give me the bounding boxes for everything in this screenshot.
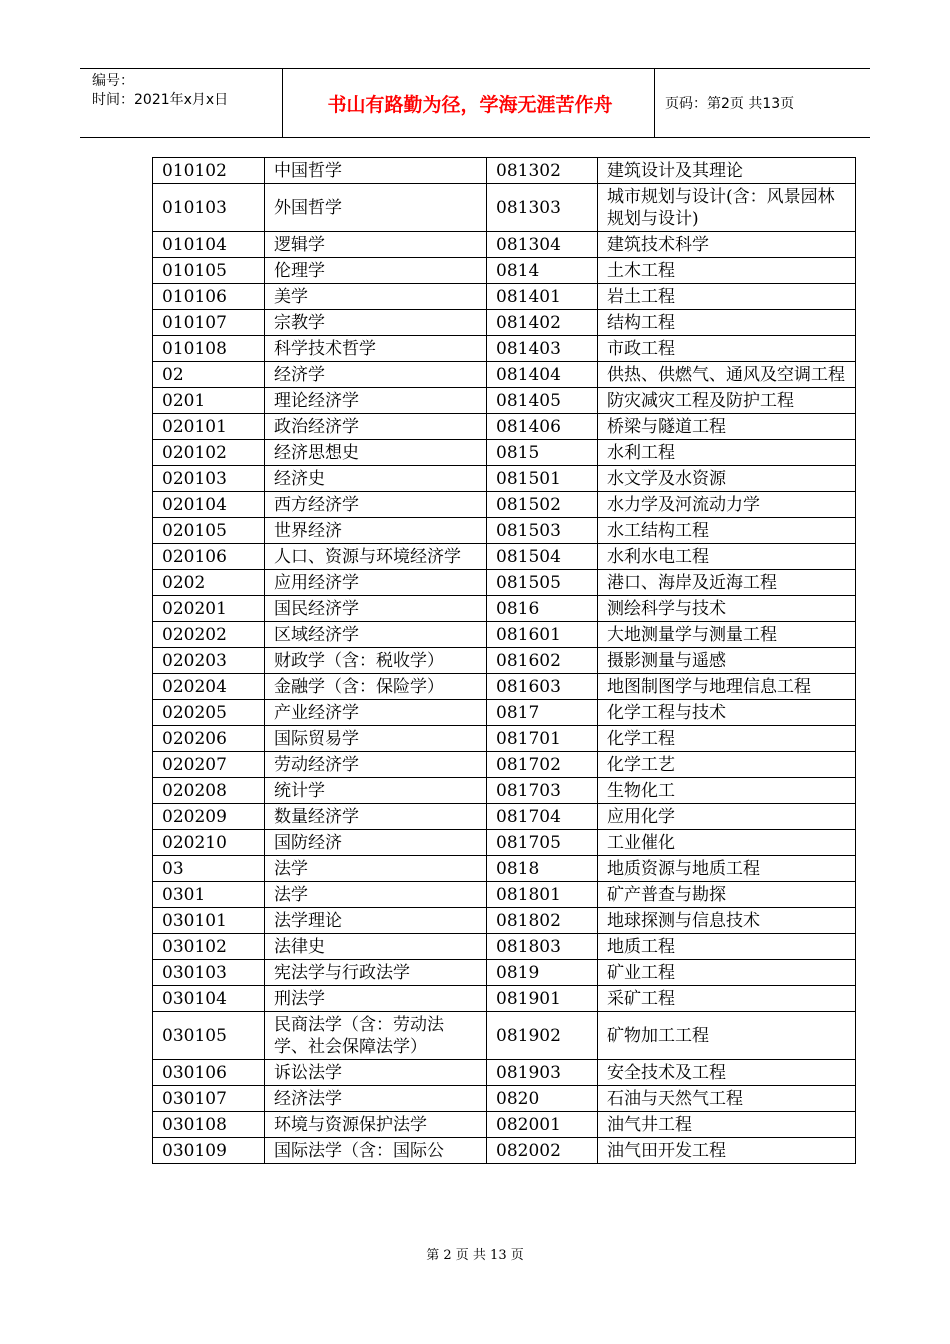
code-cell: 020206 [153,726,265,752]
header-motto: 书山有路勤为径，学海无涯苦作舟 [327,94,613,116]
name-cell: 桥梁与隧道工程 [598,414,856,440]
name-cell: 应用经济学 [265,570,487,596]
code-cell: 082001 [487,1112,598,1138]
name-cell: 民商法学（含：劳动法学、社会保障法学） [265,1012,487,1060]
code-cell: 081405 [487,388,598,414]
name-cell: 财政学（含：税收学） [265,648,487,674]
code-cell: 020209 [153,804,265,830]
table-row [153,674,856,700]
code-cell: 0301 [153,882,265,908]
name-cell: 测绘科学与技术 [598,596,856,622]
table-row [153,1086,856,1112]
code-cell: 020204 [153,674,265,700]
name-cell: 逻辑学 [265,232,487,258]
name-cell: 世界经济 [265,518,487,544]
name-cell: 金融学（含：保险学） [265,674,487,700]
name-cell: 法学理论 [265,908,487,934]
name-cell: 法学 [265,882,487,908]
code-cell: 0817 [487,700,598,726]
header-meta [92,72,228,110]
name-cell: 人口、资源与环境经济学 [265,544,487,570]
name-cell: 劳动经济学 [265,752,487,778]
name-cell: 国防经济 [265,830,487,856]
name-cell: 安全技术及工程 [598,1060,856,1086]
code-cell: 081505 [487,570,598,596]
name-cell: 港口、海岸及近海工程 [598,570,856,596]
code-cell: 081803 [487,934,598,960]
name-cell: 水利工程 [598,440,856,466]
table-row [153,466,856,492]
name-cell: 经济法学 [265,1086,487,1112]
code-cell: 081401 [487,284,598,310]
code-cell: 02 [153,362,265,388]
name-cell: 化学工艺 [598,752,856,778]
code-cell: 020106 [153,544,265,570]
name-cell: 油气田开发工程 [598,1138,856,1164]
table-row [153,960,856,986]
code-cell: 081602 [487,648,598,674]
name-cell: 水工结构工程 [598,518,856,544]
name-cell: 国际法学（含：国际公 [265,1138,487,1164]
code-cell: 0818 [487,856,598,882]
table-row [153,934,856,960]
name-cell: 伦理学 [265,258,487,284]
code-cell: 081902 [487,1012,598,1060]
code-cell: 0202 [153,570,265,596]
code-cell: 081402 [487,310,598,336]
name-cell: 应用化学 [598,804,856,830]
code-cell: 0815 [487,440,598,466]
code-cell: 081504 [487,544,598,570]
table-row [153,158,856,184]
code-cell: 081802 [487,908,598,934]
table-row [153,362,856,388]
name-cell: 环境与资源保护法学 [265,1112,487,1138]
name-cell: 水力学及河流动力学 [598,492,856,518]
name-cell: 数量经济学 [265,804,487,830]
code-cell: 020210 [153,830,265,856]
table-row [153,830,856,856]
code-cell: 020104 [153,492,265,518]
code-cell: 020105 [153,518,265,544]
code-cell: 081502 [487,492,598,518]
name-cell: 产业经济学 [265,700,487,726]
table-row [153,1112,856,1138]
name-cell: 刑法学 [265,986,487,1012]
code-cell: 081302 [487,158,598,184]
table-row [153,856,856,882]
document-header [80,68,870,138]
table-row [153,388,856,414]
name-cell: 宗教学 [265,310,487,336]
name-cell: 土木工程 [598,258,856,284]
table-row [153,752,856,778]
code-cell: 030103 [153,960,265,986]
name-cell: 美学 [265,284,487,310]
code-cell: 03 [153,856,265,882]
code-cell: 020208 [153,778,265,804]
code-cell: 010106 [153,284,265,310]
name-cell: 法律史 [265,934,487,960]
name-cell: 水利水电工程 [598,544,856,570]
code-cell: 010102 [153,158,265,184]
code-cell: 081603 [487,674,598,700]
code-cell: 081406 [487,414,598,440]
name-cell: 工业催化 [598,830,856,856]
name-cell: 供热、供燃气、通风及空调工程 [598,362,856,388]
code-cell: 030101 [153,908,265,934]
table-row [153,700,856,726]
table-body [153,158,856,1164]
table-row [153,986,856,1012]
code-cell: 081901 [487,986,598,1012]
table-row [153,414,856,440]
table-row [153,882,856,908]
code-cell: 081703 [487,778,598,804]
table-row [153,648,856,674]
header-page-info: 页码：第2页 共13页 [665,96,795,112]
name-cell: 地图制图学与地理信息工程 [598,674,856,700]
code-cell: 082002 [487,1138,598,1164]
name-cell: 地球探测与信息技术 [598,908,856,934]
code-cell: 081503 [487,518,598,544]
name-cell: 矿物加工工程 [598,1012,856,1060]
table-row [153,1012,856,1060]
code-cell: 020101 [153,414,265,440]
code-cell: 030104 [153,986,265,1012]
name-cell: 经济思想史 [265,440,487,466]
code-cell: 0819 [487,960,598,986]
code-cell: 0820 [487,1086,598,1112]
code-cell: 020201 [153,596,265,622]
name-cell: 防灾减灾工程及防护工程 [598,388,856,414]
code-cell: 010107 [153,310,265,336]
table-row [153,310,856,336]
name-cell: 外国哲学 [265,184,487,232]
name-cell: 统计学 [265,778,487,804]
code-cell: 010105 [153,258,265,284]
name-cell: 国民经济学 [265,596,487,622]
name-cell: 地质资源与地质工程 [598,856,856,882]
name-cell: 城市规划与设计(含：风景园林规划与设计) [598,184,856,232]
table-row [153,1060,856,1086]
code-cell: 030102 [153,934,265,960]
name-cell: 中国哲学 [265,158,487,184]
code-cell: 0814 [487,258,598,284]
code-cell: 081702 [487,752,598,778]
name-cell: 油气井工程 [598,1112,856,1138]
name-cell: 摄影测量与遥感 [598,648,856,674]
table-row [153,726,856,752]
table-row [153,492,856,518]
table-row [153,184,856,232]
code-cell: 030106 [153,1060,265,1086]
code-cell: 0816 [487,596,598,622]
code-cell: 081404 [487,362,598,388]
code-cell: 020202 [153,622,265,648]
code-cell: 030107 [153,1086,265,1112]
name-cell: 矿产普查与勘探 [598,882,856,908]
code-cell: 081403 [487,336,598,362]
name-cell: 大地测量学与测量工程 [598,622,856,648]
name-cell: 建筑技术科学 [598,232,856,258]
page-footer: 第 2 页 共 13 页 [426,1248,524,1263]
code-cell: 010104 [153,232,265,258]
code-cell: 020205 [153,700,265,726]
code-cell: 030105 [153,1012,265,1060]
table-row [153,1138,856,1164]
name-cell: 矿业工程 [598,960,856,986]
code-cell: 081704 [487,804,598,830]
code-cell: 020103 [153,466,265,492]
table-row [153,570,856,596]
header-divider [282,69,283,137]
time-label: 时间：2021年x月x日 [92,92,229,108]
table-row [153,778,856,804]
name-cell: 宪法学与行政法学 [265,960,487,986]
name-cell: 西方经济学 [265,492,487,518]
code-cell: 030108 [153,1112,265,1138]
name-cell: 国际贸易学 [265,726,487,752]
table-row [153,258,856,284]
code-cell: 0201 [153,388,265,414]
name-cell: 政治经济学 [265,414,487,440]
code-cell: 081701 [487,726,598,752]
code-cell: 010103 [153,184,265,232]
name-cell: 采矿工程 [598,986,856,1012]
name-cell: 经济史 [265,466,487,492]
code-cell: 081601 [487,622,598,648]
code-cell: 081501 [487,466,598,492]
name-cell: 科学技术哲学 [265,336,487,362]
table-row [153,544,856,570]
name-cell: 诉讼法学 [265,1060,487,1086]
name-cell: 石油与天然气工程 [598,1086,856,1112]
name-cell: 岩土工程 [598,284,856,310]
table-row [153,232,856,258]
table-row [153,596,856,622]
name-cell: 理论经济学 [265,388,487,414]
code-cell: 020207 [153,752,265,778]
code-cell: 081801 [487,882,598,908]
name-cell: 市政工程 [598,336,856,362]
table-row [153,440,856,466]
name-cell: 水文学及水资源 [598,466,856,492]
name-cell: 化学工程 [598,726,856,752]
code-cell: 010108 [153,336,265,362]
table-row [153,284,856,310]
table-row [153,908,856,934]
code-cell: 081903 [487,1060,598,1086]
name-cell: 建筑设计及其理论 [598,158,856,184]
number-label: 编号： [92,73,134,89]
table-row [153,336,856,362]
code-cell: 081303 [487,184,598,232]
table-row [153,622,856,648]
code-cell: 020203 [153,648,265,674]
name-cell: 经济学 [265,362,487,388]
name-cell: 结构工程 [598,310,856,336]
table-row [153,518,856,544]
name-cell: 法学 [265,856,487,882]
table-row [153,804,856,830]
code-cell: 030109 [153,1138,265,1164]
code-cell: 081705 [487,830,598,856]
discipline-code-table [152,157,856,1164]
name-cell: 生物化工 [598,778,856,804]
code-cell: 081304 [487,232,598,258]
code-cell: 020102 [153,440,265,466]
name-cell: 区域经济学 [265,622,487,648]
name-cell: 化学工程与技术 [598,700,856,726]
name-cell: 地质工程 [598,934,856,960]
